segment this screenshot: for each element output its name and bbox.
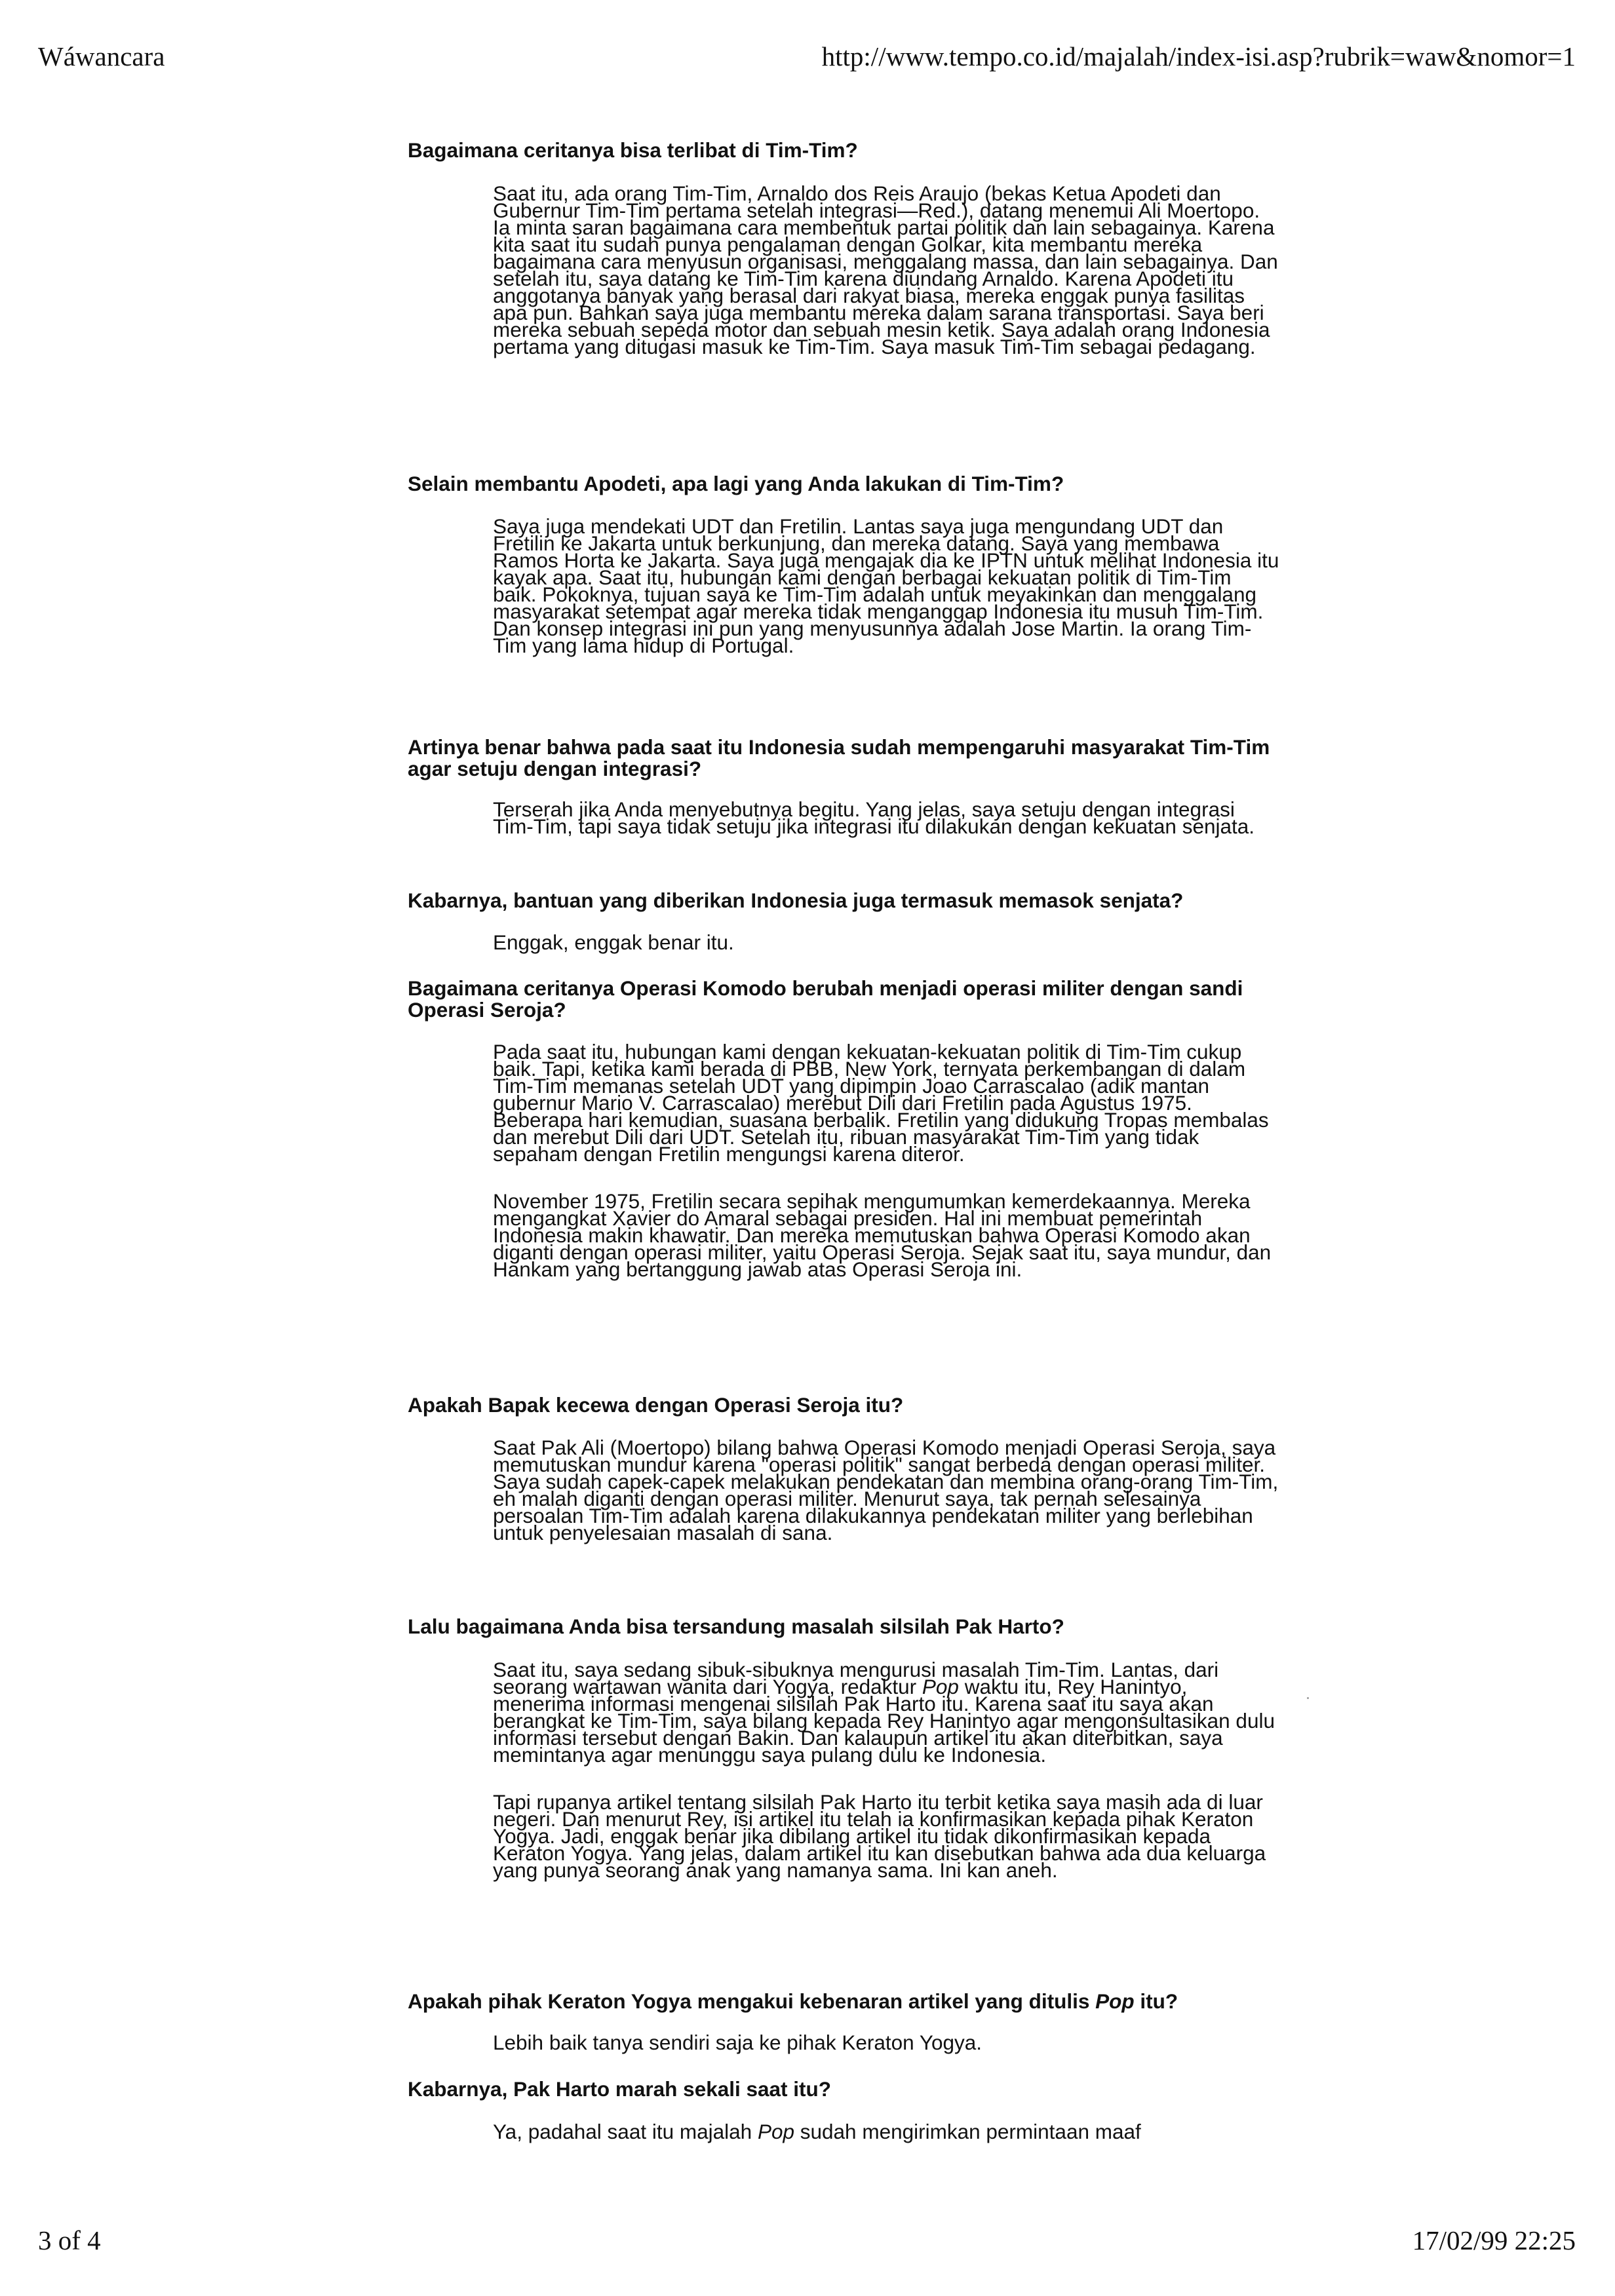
page-header-section: Wáwancara bbox=[38, 41, 165, 71]
answer-paragraph: Terserah jika Anda menyebutnya begitu. Yang jelas, saya setuju dengan integrasi Tim-Tim, tapi saya tidak setuju jika integrasi itu dilakukan dengan kekuatan senjata. bbox=[493, 797, 1255, 838]
page-footer-page-number: 3 of 4 bbox=[38, 2225, 101, 2255]
interview-question: Selain membantu Apodeti, apa lagi yang Anda lakukan di Tim-Tim? bbox=[408, 472, 1064, 495]
answer-paragraph: Tapi rupanya artikel tentang silsilah Pak Harto itu terbit ketika saya masih ada di luar negeri. Dan menurut Rey, isi artikel itu telah ia konfirmasikan kepada pihak Keraton Yogya. Jadi, enggak benar jika dibilang artikel itu tidak dikonfirmasikan kepada Keraton Yogya. Yang jelas, dalam artikel itu kan disebutkan bahwa ada dua keluarga yang punya seorang anak yang namanya sama. Ini kan aneh. bbox=[493, 1790, 1266, 1882]
interview-question: Artinya benar bahwa pada saat itu Indonesia sudah mempengaruhi masyarakat Tim-Tim agar setuju dengan integrasi? bbox=[408, 735, 1270, 780]
scan-speck bbox=[1307, 1697, 1309, 1699]
answer-paragraph: Pada saat itu, hubungan kami dengan kekuatan-kekuatan politik di Tim-Tim cukup baik. Tapi, ketika kami berada di PBB, New York, ternyata perkembangan di dalam Tim-Tim memanas setelah UDT yang dipimpin Joao Carrascalao (adik mantan gubernur Mario V. Carrascalao) merebut Dili dari Fretilin pada Agustus 1975. Beberapa hari kemudian, suasana berbalik. Fretilin yang didukung Tropas membalas dan merebut Dili dari UDT. Setelah itu, ribuan masyarakat Tim-Tim yang tidak sepaham dengan Fretilin mengungsi karena diteror. bbox=[493, 1040, 1269, 1166]
interview-answer bbox=[493, 1436, 1279, 1544]
interview-question: Kabarnya, Pak Harto marah sekali saat itu? bbox=[408, 2077, 832, 2101]
interview-answer bbox=[493, 514, 1279, 657]
interview-question: Apakah pihak Keraton Yogya mengakui kebenaran artikel yang ditulis Pop itu? bbox=[408, 1989, 1178, 2013]
magazine-title: Pop bbox=[1095, 1989, 1135, 2013]
page-header-url[interactable]: http://www.tempo.co.id/majalah/index-isi.asp?rubrik=waw&nomor=1 bbox=[821, 41, 1576, 71]
interview-question: Kabarnya, bantuan yang diberikan Indonesia juga termasuk memasok senjata? bbox=[408, 889, 1184, 912]
interview-answer bbox=[493, 1040, 1279, 1281]
magazine-title: Pop bbox=[757, 2120, 794, 2143]
answer-paragraph: Lebih baik tanya sendiri saja ke pihak Keraton Yogya. bbox=[493, 2031, 983, 2054]
interview-question: Lalu bagaimana Anda bisa tersandung masalah silsilah Pak Harto? bbox=[408, 1615, 1064, 1638]
interview-answer bbox=[493, 930, 1279, 954]
interview-answer bbox=[493, 797, 1279, 838]
interview-answer bbox=[493, 2120, 1279, 2143]
answer-paragraph: November 1975, Fretilin secara sepihak mengumumkan kemerdekaannya. Mereka mengangkat Xavier do Amaral sebagai presiden. Hal ini membuat pemerintah Indonesia makin khawatir. Dan mereka memutuskan bahwa Operasi Komodo akan diganti dengan operasi militer, yaitu Operasi Seroja. Sejak saat itu, saya mundur, dan Hankam yang bertanggung jawab atas Operasi Seroja ini. bbox=[493, 1189, 1272, 1281]
interview-answer bbox=[493, 1658, 1279, 1882]
interview-question: Apakah Bapak kecewa dengan Operasi Seroja itu? bbox=[408, 1393, 904, 1417]
interview-answer bbox=[493, 2031, 1279, 2054]
answer-paragraph: Saat itu, ada orang Tim-Tim, Arnaldo dos Reis Araujo (bekas Ketua Apodeti dan Gubernur Tim-Tim pertama setelah integrasi—Red.), datang menemui Ali Moertopo. Ia minta saran bagaimana cara membentuk partai politik dan lain sebagainya. Karena kita saat itu sudah punya pengalaman dengan Golkar, kita membantu mereka bagaimana cara menyusun organisasi, menggalang massa, dan lain sebagainya. Dan setelah itu, saya datang ke Tim-Tim karena diundang Arnaldo. Karena Apodeti itu anggotanya banyak yang berasal dari rakyat biasa, mereka enggak punya fasilitas apa pun. Bahkan saya juga membantu mereka dalam sarana transportasi. Saya beri mereka sebuah sepeda motor dan sebuah mesin ketik. Saya adalah orang Indonesia pertama yang ditugasi masuk ke Tim-Tim. Saya masuk Tim-Tim sebagai pedagang. bbox=[493, 182, 1278, 358]
interview-question: Bagaimana ceritanya bisa terlibat di Tim-Tim? bbox=[408, 138, 858, 162]
answer-paragraph: Enggak, enggak benar itu. bbox=[493, 930, 734, 954]
answer-paragraph: Ya, padahal saat itu majalah Pop sudah mengirimkan permintaan maaf bbox=[493, 2120, 1141, 2143]
magazine-title: Pop bbox=[922, 1675, 959, 1698]
answer-paragraph: Saat itu, saya sedang sibuk-sibuknya mengurusi masalah Tim-Tim. Lantas, dari seorang wartawan wanita dari Yogya, redaktur Pop waktu itu, Rey Hanintyo, menerima informasi mengenai silsilah Pak Harto itu. Karena saat itu saya akan berangkat ke Tim-Tim, saya bilang kepada Rey Hanintyo agar mengonsultasikan dulu informasi tersebut dengan Bakin. Dan kalaupun artikel itu akan diterbitkan, saya memintanya agar menunggu saya pulang dulu ke Indonesia. bbox=[493, 1658, 1275, 1767]
page-footer-datetime: 17/02/99 22:25 bbox=[1412, 2225, 1576, 2255]
interview-question: Bagaimana ceritanya Operasi Komodo berubah menjadi operasi militer dengan sandi Operasi Seroja? bbox=[408, 976, 1243, 1022]
answer-paragraph: Saat Pak Ali (Moertopo) bilang bahwa Operasi Komodo menjadi Operasi Seroja, saya memutuskan mundur karena "operasi politik" sangat berbeda dengan operasi militer. Saya sudah capek-capek melakukan pendekatan dan membina orang-orang Tim-Tim, eh malah diganti dengan operasi militer. Menurut saya, tak pernah selesainya persoalan Tim-Tim adalah karena dilakukannya pendekatan militer yang berlebihan untuk penyelesaian masalah di sana. bbox=[493, 1436, 1279, 1544]
interview-answer bbox=[493, 182, 1279, 358]
answer-paragraph: Saya juga mendekati UDT dan Fretilin. Lantas saya juga mengundang UDT dan Fretilin ke Jakarta untuk berkunjung, dan mereka datang. Saya yang membawa Ramos Horta ke Jakarta. Saya juga mengajak dia ke IPTN untuk melihat Indonesia itu kayak apa. Saat itu, hubungan kami dengan berbagai kekuatan politik di Tim-Tim baik. Pokoknya, tujuan saya ke Tim-Tim adalah untuk meyakinkan dan menggalang masyarakat setempat agar mereka tidak menganggap Indonesia itu musuh Tim-Tim. Dan konsep integrasi ini pun yang menyusunnya adalah Jose Martin. Ia orang Tim-Tim yang lama hidup di Portugal. bbox=[493, 514, 1279, 657]
